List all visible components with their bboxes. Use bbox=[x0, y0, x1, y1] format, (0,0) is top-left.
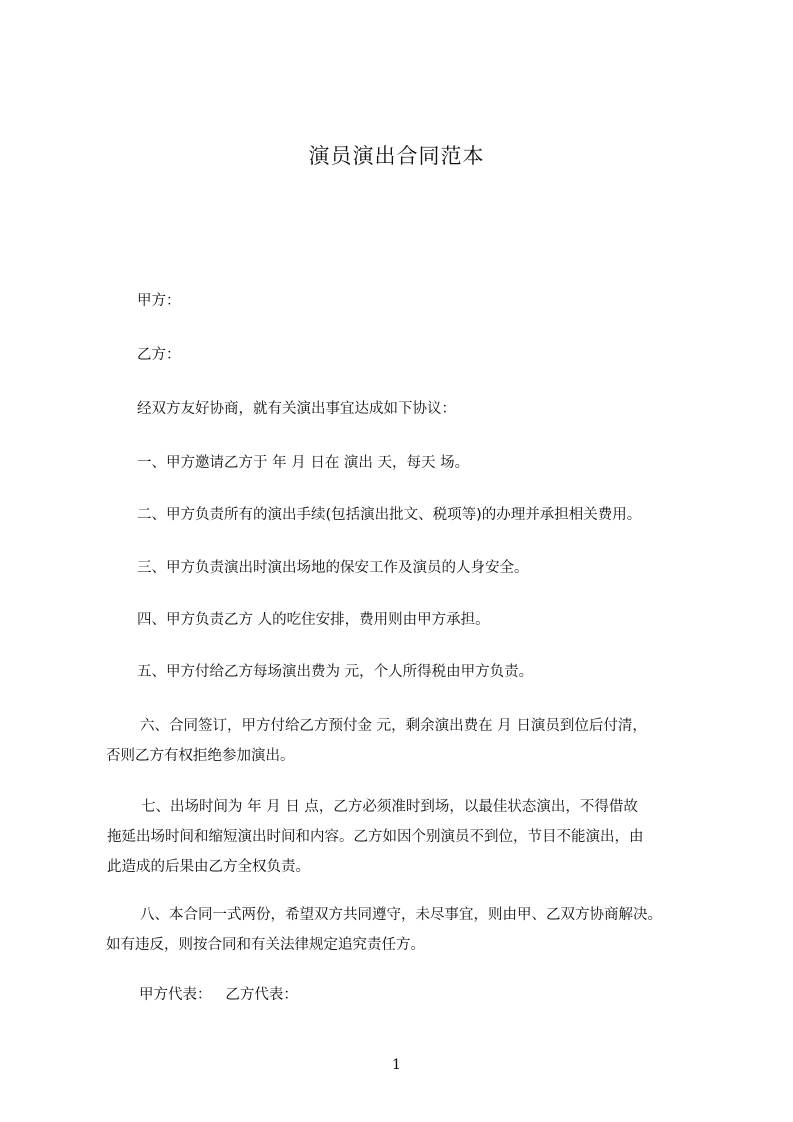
page-title: 演员演出合同范本 bbox=[308, 144, 485, 168]
clause-8-line-2: 如有违反，则按合同和有关法律规定追究责任方。 bbox=[106, 937, 425, 953]
clause-7-line-3: 此造成的后果由乙方全权负责。 bbox=[107, 859, 310, 875]
clause-1: 一、甲方邀请乙方于 年 月 日在 演出 天，每天 场。 bbox=[137, 455, 470, 471]
party-a-label: 甲方： bbox=[137, 293, 181, 309]
clause-8 bbox=[106, 900, 662, 960]
clause-2: 二、甲方负责所有的演出手续(包括演出批文、税项等)的办理并承担相关费用。 bbox=[137, 507, 642, 523]
clause-6-line-1: 六、合同签订，甲方付给乙方预付金 元，剩余演出费在 月 日演员到位后付清， bbox=[140, 718, 647, 734]
clause-7-line-1: 七、出场时间为 年 月 日 点，乙方必须准时到场，以最佳状态演出，不得借故 bbox=[141, 799, 638, 815]
clause-6-line-2: 否则乙方有权拒绝参加演出。 bbox=[106, 748, 295, 764]
clause-6 bbox=[106, 711, 647, 771]
page-number: 1 bbox=[392, 1057, 401, 1073]
clause-5: 五、甲方付给乙方每场演出费为 元，个人所得税由甲方负责。 bbox=[137, 664, 534, 680]
clause-4: 四、甲方负责乙方 人的吃住安排，费用则由甲方承担。 bbox=[137, 612, 490, 628]
clause-7 bbox=[107, 792, 644, 882]
signature-line: 甲方代表： 乙方代表： bbox=[139, 987, 298, 1003]
clause-7-line-2: 拖延出场时间和缩短演出时间和内容。乙方如因个别演员不到位，节目不能演出，由 bbox=[107, 829, 644, 845]
party-b-label: 乙方： bbox=[137, 347, 181, 363]
intro-paragraph: 经双方友好协商，就有关演出事宜达成如下协议： bbox=[137, 401, 456, 417]
clause-3: 三、甲方负责演出时演出场地的保安工作及演员的人身安全。 bbox=[137, 560, 529, 576]
clause-8-line-1: 八、本合同一式两份，希望双方共同遵守，未尽事宜，则由甲、乙双方协商解决。 bbox=[140, 907, 662, 923]
